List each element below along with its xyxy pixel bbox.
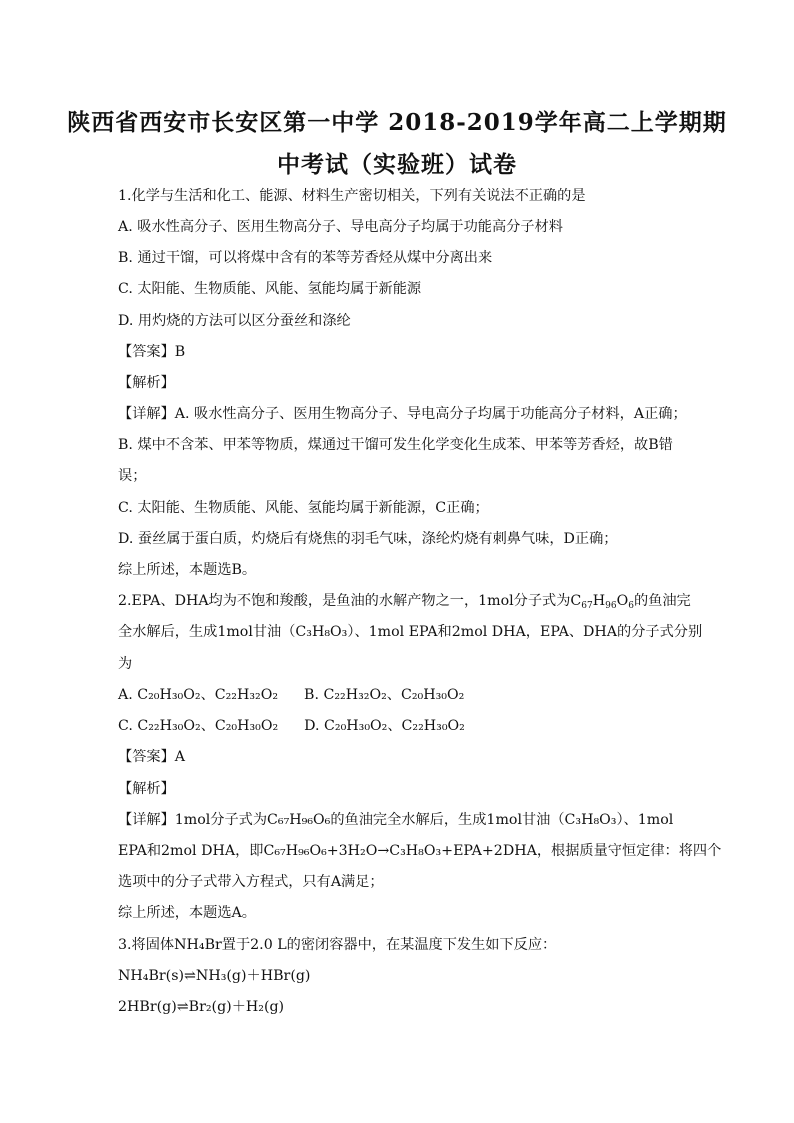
q2-stem-h: H <box>592 593 606 609</box>
q2-option-a: A. C₂₀H₃₀O₂、C₂₂H₃₂O₂ <box>118 687 279 703</box>
q3-stem: 3.将固体NH₄Br置于2.0 L的密闭容器中，在某温度下发生如下反应： <box>118 937 557 953</box>
q2-detail-1: 【详解】1mol分子式为C₆₇H₉₆O₆的鱼油完全水解后，生成1mol甘油（C₃H₈O₃）、1mol <box>118 812 674 828</box>
q2-stem-line-1 <box>118 591 691 611</box>
document-title-line-1: 陕西省西安市长安区第一中学 2018-2019学年高二上学期期 <box>67 109 727 136</box>
q2-stem-line-2: 全水解后，生成1mol甘油（C₃H₈O₃）、1mol EPA和2mol DHA，EPA、DHA的分子式分别 <box>118 624 703 640</box>
q2-options-row-2 <box>118 716 678 736</box>
q2-stem-sub-h: 96 <box>605 601 617 611</box>
q1-option-c: C. 太阳能、生物质能、风能、氢能均属于新能源 <box>118 281 422 297</box>
q2-option-b: B. C₂₂H₃₂O₂、C₂₀H₃₀O₂ <box>304 687 465 703</box>
q1-stem: 1.化学与生活和化工、能源、材料生产密切相关，下列有关说法不正确的是 <box>118 188 586 204</box>
q1-option-a: A. 吸水性高分子、医用生物高分子、导电高分子均属于功能高分子材料 <box>118 219 563 235</box>
q2-option-c: C. C₂₂H₃₀O₂、C₂₀H₃₀O₂ <box>118 718 279 734</box>
q1-detail-3: 误； <box>118 468 147 484</box>
q1-detail-4: C. 太阳能、生物质能、风能、氢能均属于新能源，C正确； <box>118 500 489 516</box>
q1-answer: 【答案】B <box>118 344 186 360</box>
q2-options-row-1 <box>118 685 678 705</box>
q1-detail-1: 【详解】A. 吸水性高分子、医用生物高分子、导电高分子均属于功能高分子材料，A正确； <box>118 406 687 422</box>
q2-analysis-heading: 【解析】 <box>118 781 175 797</box>
q2-stem-end: 的鱼油完 <box>633 593 691 609</box>
q3-equation-1: NH₄Br(s)⇌NH₃(g)＋HBr(g) <box>118 968 311 984</box>
q3-equation-2: 2HBr(g)⇌Br₂(g)＋H₂(g) <box>118 999 285 1015</box>
q1-detail-5: D. 蚕丝属于蛋白质，灼烧后有烧焦的羽毛气味，涤纶灼烧有刺鼻气味，D正确； <box>118 531 618 547</box>
q1-option-d: D. 用灼烧的方法可以区分蚕丝和涤纶 <box>118 313 351 329</box>
q1-detail-2: B. 煤中不含苯、甲苯等物质，煤通过干馏可发生化学变化生成苯、甲苯等芳香烃，故B错 <box>118 437 673 453</box>
q2-stem-text: 2.EPA、DHA均为不饱和羧酸，是鱼油的水解产物之一，1mol分子式为C <box>118 593 582 609</box>
q2-option-d: D. C₂₀H₃₀O₂、C₂₂H₃₀O₂ <box>304 718 465 734</box>
document-title-line-2: 中考试（实验班）试卷 <box>277 151 517 178</box>
q2-stem-o: O <box>616 593 629 609</box>
q2-stem-line-3: 为 <box>118 656 133 672</box>
q1-option-b: B. 通过干馏，可以将煤中含有的苯等芳香烃从煤中分离出来 <box>118 250 493 266</box>
q2-stem-sub-o: 6 <box>628 601 634 611</box>
q2-answer: 【答案】A <box>118 749 185 765</box>
q1-analysis-heading: 【解析】 <box>118 375 175 391</box>
q2-detail-2: EPA和2mol DHA，即C₆₇H₉₆O₆+3H₂O→C₃H₈O₃+EPA+2DHA，根据质量守恒定律：将四个 <box>118 843 722 859</box>
q1-summary: 综上所述，本题选B。 <box>118 562 257 578</box>
q2-detail-3: 选项中的分子式带入方程式，只有A满足； <box>118 874 384 890</box>
q2-summary: 综上所述，本题选A。 <box>118 905 256 921</box>
q2-stem-sub-c: 67 <box>581 601 593 611</box>
